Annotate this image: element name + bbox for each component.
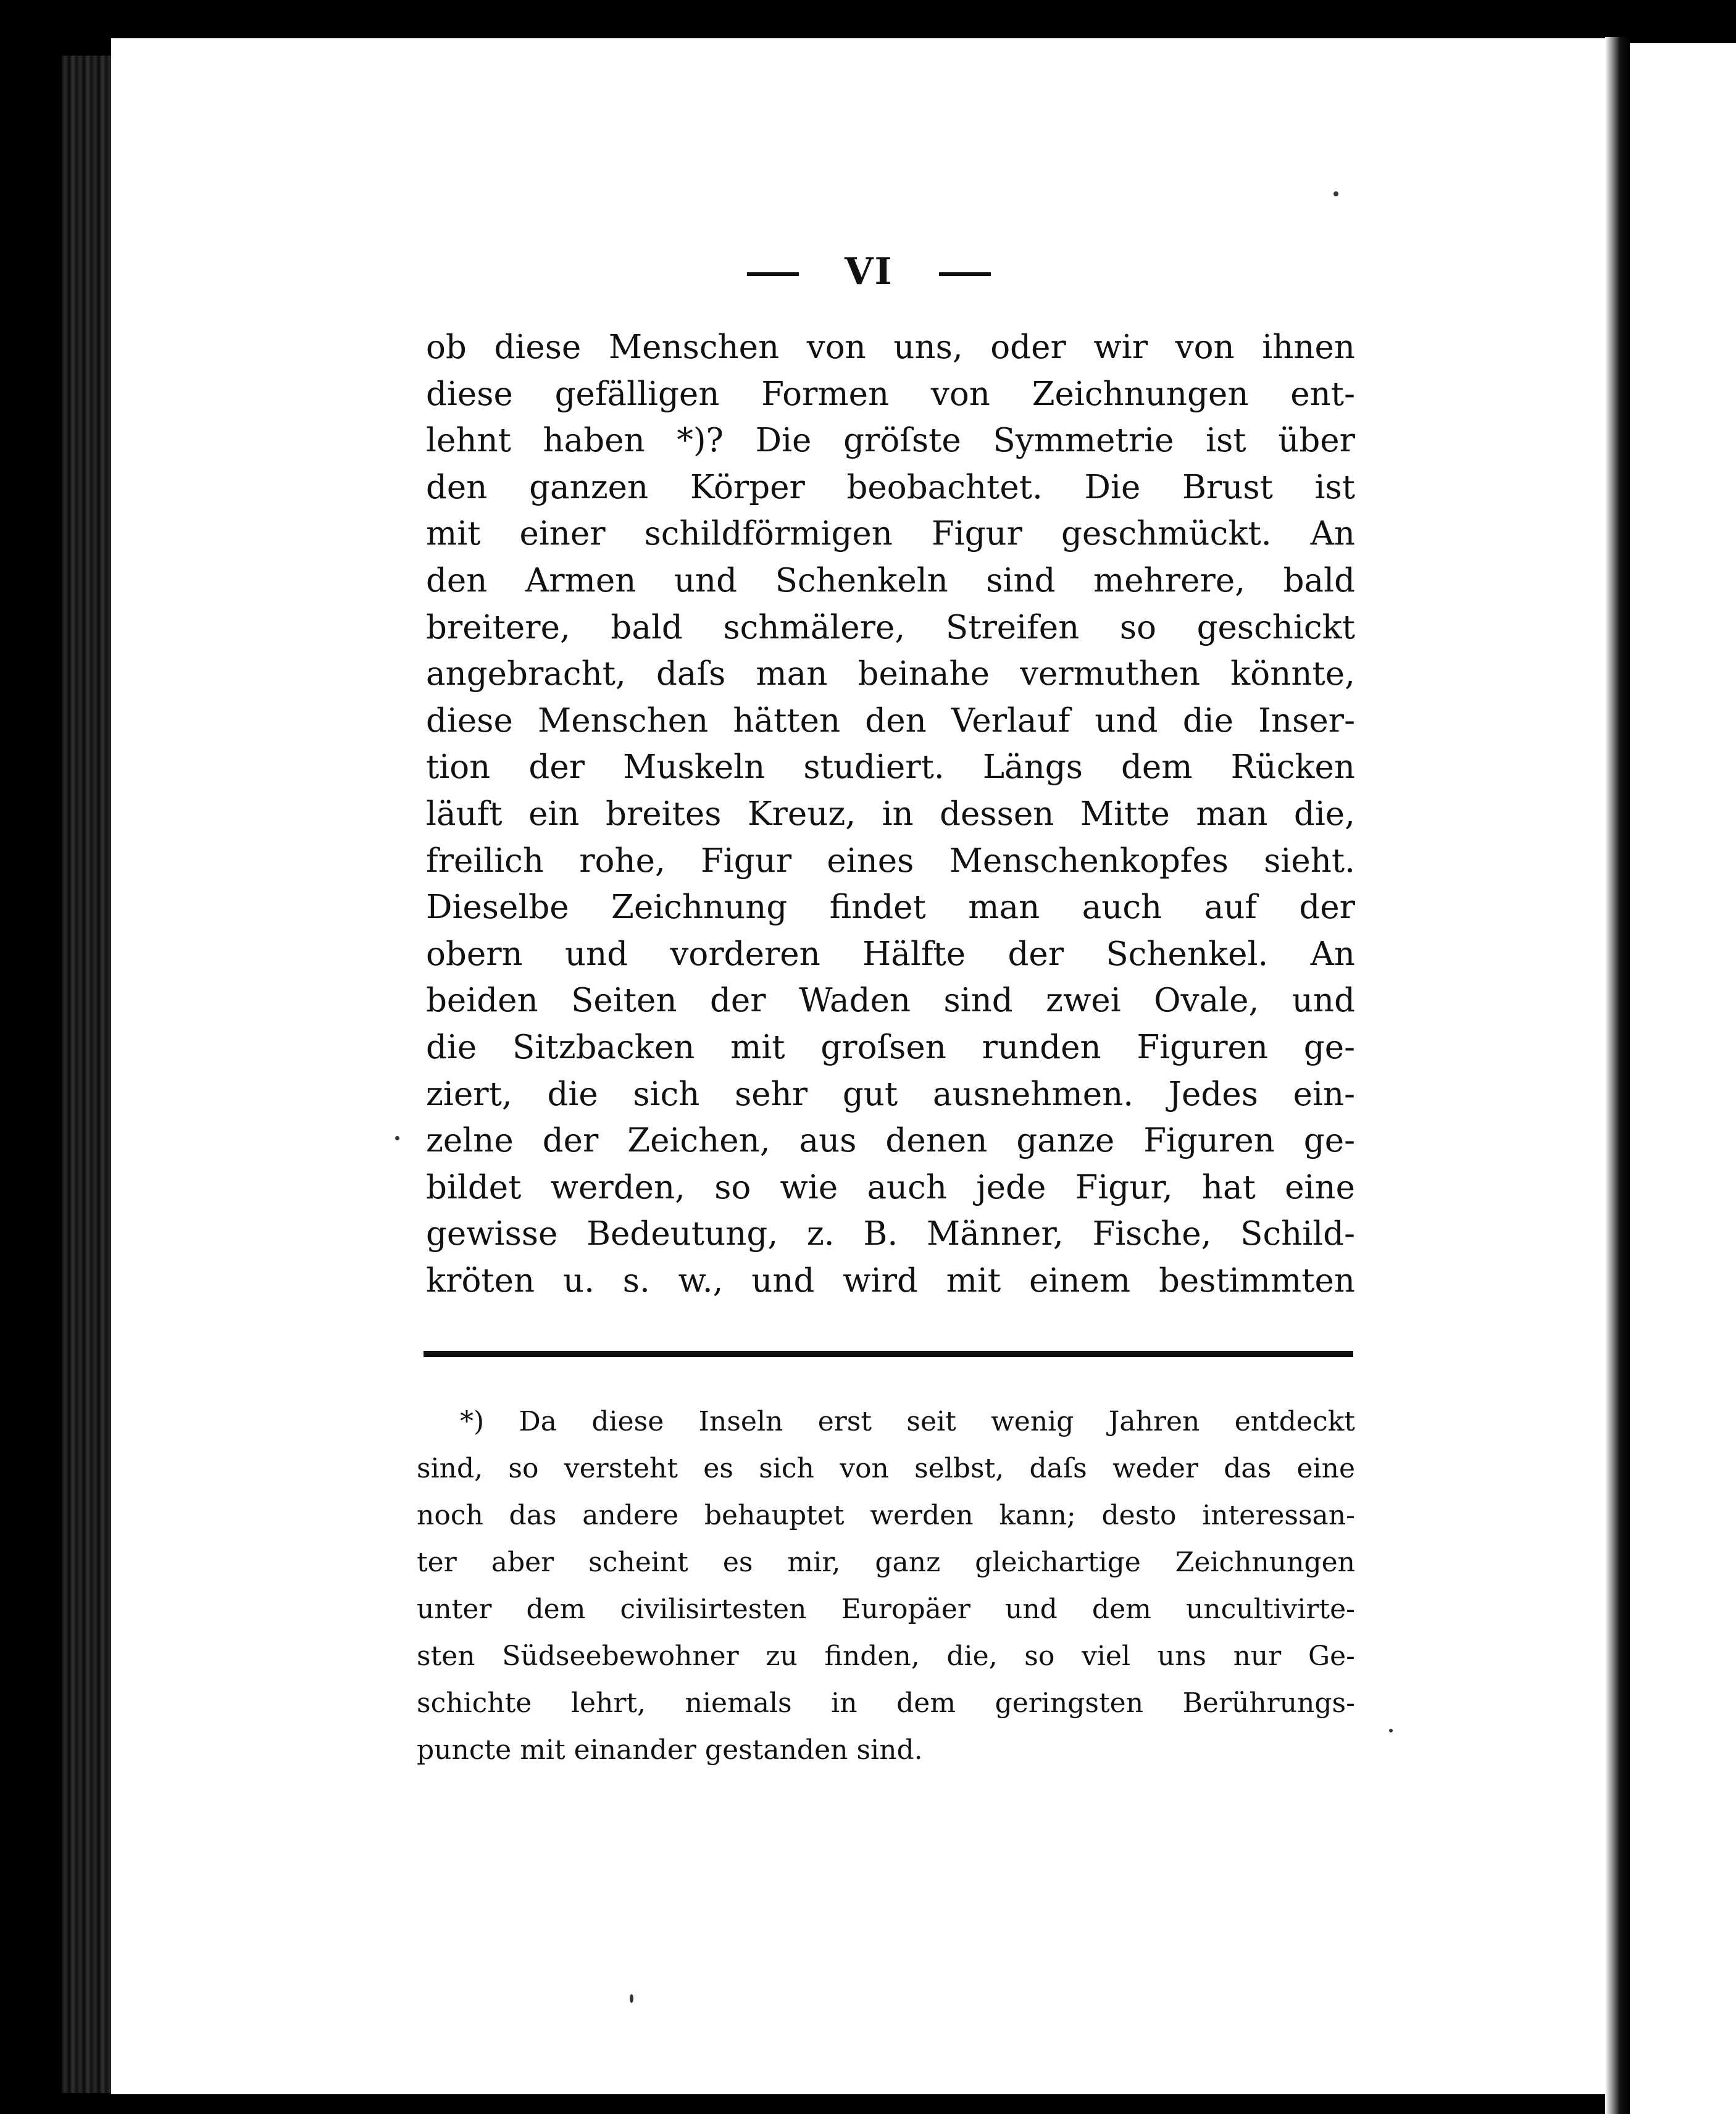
body-line: die Sitzbacken mit groſsen runden Figuren ge- <box>426 1028 1355 1066</box>
page-gutter <box>1605 37 1630 2114</box>
body-line: ziert, die sich sehr gut ausnehmen. Jedes ein- <box>426 1075 1355 1113</box>
body-line: tion der Muskeln studiert. Längs dem Rücken <box>426 748 1355 787</box>
page-number: VI <box>845 250 893 293</box>
body-line: breitere, bald schmälere, Streifen so geschickt <box>426 608 1355 646</box>
body-text <box>426 324 1355 1304</box>
body-line: zelne der Zeichen, aus denen ganze Figuren ge- <box>426 1122 1355 1160</box>
page-header <box>747 247 991 296</box>
body-line: angebracht, daſs man beinahe vermuthen könnte, <box>426 655 1355 693</box>
paper-speck <box>1389 1729 1393 1732</box>
body-line: beiden Seiten der Waden sind zwei Ovale, und <box>426 982 1355 1020</box>
body-line: den ganzen Körper beobachtet. Die Brust ist <box>426 468 1355 506</box>
body-line: kröten u. s. w., und wird mit einem bestimmten <box>426 1261 1355 1300</box>
body-line: gewisse Bedeutung, z. B. Männer, Fische, Schild- <box>426 1215 1355 1253</box>
header-dash-left <box>747 272 799 276</box>
footnote-line: puncte mit einander gestanden sind. <box>417 1734 923 1766</box>
paper-speck <box>630 1994 633 2003</box>
header-dash-right <box>939 272 991 276</box>
footnote-line: noch das andere behauptet werden kann; desto interessan- <box>417 1500 1355 1531</box>
body-line: den Armen und Schenkeln sind mehrere, bald <box>426 561 1355 600</box>
body-line: läuft ein breites Kreuz, in dessen Mitte man die, <box>426 795 1355 833</box>
footnote <box>417 1398 1355 1774</box>
body-line: ob diese Menschen von uns, oder wir von ihnen <box>426 328 1355 366</box>
body-line: diese gefälligen Formen von Zeichnungen ent- <box>426 375 1355 413</box>
paper-speck <box>395 1136 399 1140</box>
body-line: freilich rohe, Figur eines Menschenkopfes sieht. <box>426 842 1355 880</box>
paper-speck <box>1333 191 1338 196</box>
book-binding <box>62 56 117 2093</box>
body-line: bildet werden, so wie auch jede Figur, hat eine <box>426 1168 1355 1206</box>
footnote-line: sind, so versteht es sich von selbst, daſs weder das eine <box>417 1453 1355 1484</box>
footnote-line: sten Südseebewohner zu finden, die, so viel uns nur Ge- <box>417 1640 1355 1672</box>
footnote-line: ter aber scheint es mir, ganz gleichartige Zeichnungen <box>417 1547 1355 1578</box>
body-line: obern und vorderen Hälfte der Schenkel. An <box>426 935 1355 973</box>
body-line: Dieselbe Zeichnung findet man auch auf der <box>426 888 1355 927</box>
footnote-divider <box>424 1351 1353 1357</box>
body-line: mit einer schildförmigen Figur geschmückt. An <box>426 515 1355 553</box>
body-line: lehnt haben *)? Die gröſste Symmetrie ist über <box>426 422 1355 460</box>
footnote-line: *) Da diese Inseln erst seit wenig Jahren entdeckt <box>460 1406 1355 1437</box>
next-page-edge <box>1630 43 1736 2114</box>
footnote-line: schichte lehrt, niemals in dem geringsten Berührungs- <box>417 1687 1355 1719</box>
footnote-line: unter dem civilisirtesten Europäer und dem uncultivirte- <box>417 1594 1355 1625</box>
body-line: diese Menschen hätten den Verlauf und die Inser- <box>426 701 1355 740</box>
